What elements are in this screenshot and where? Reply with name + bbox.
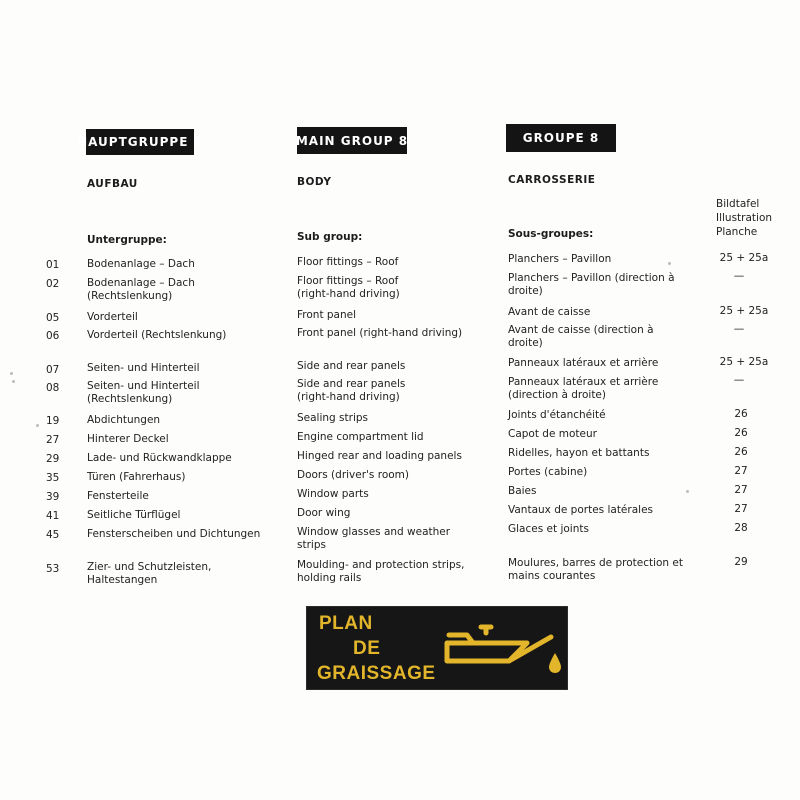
row-plate: 25 + 25a — [719, 305, 769, 317]
row-de: Vorderteil (Rechtslenkung) — [87, 329, 227, 341]
row-en: Front panel — [297, 309, 357, 321]
row-de: Fensterteile — [87, 490, 149, 502]
row-plate: 27 — [734, 465, 748, 477]
row-en: Doors (driver's room) — [297, 469, 409, 481]
row-fr: Glaces et joints — [508, 523, 589, 535]
row-number: 29 — [46, 453, 60, 465]
row-plate: 29 — [734, 556, 748, 568]
row-fr: Planchers – Pavillon — [508, 253, 612, 265]
row-number: 06 — [46, 330, 60, 342]
row-en: Door wing — [297, 507, 351, 519]
header-fr: GROUPE 8 — [506, 124, 616, 152]
header-de: HAUPTGRUPPE 8 — [86, 129, 194, 155]
row-plate: 27 — [734, 484, 748, 496]
row-en: Moulding- and protection strips, holding rails — [297, 559, 465, 584]
row-de: Seiten- und Hinterteil (Rechtslenkung) — [87, 380, 200, 405]
logo-text-line: PLAN — [319, 613, 373, 634]
row-de: Türen (Fahrerhaus) — [87, 471, 186, 483]
row-en: Side and rear panels (right-hand driving) — [297, 378, 406, 403]
title-de: AUFBAU — [87, 178, 138, 190]
row-plate: — — [733, 270, 745, 282]
row-number: 35 — [46, 472, 60, 484]
row-fr: Ridelles, hayon et battants — [508, 447, 650, 459]
plate-header-line: Bildtafel — [716, 198, 760, 210]
row-plate: — — [733, 374, 745, 386]
scan-speck — [12, 380, 15, 383]
row-en: Floor fittings – Roof (right-hand driving) — [297, 275, 400, 300]
title-fr: CARROSSERIE — [508, 174, 596, 186]
row-en: Hinged rear and loading panels — [297, 450, 462, 462]
plan-de-graissage-logo — [306, 606, 568, 690]
row-fr: Vantaux de portes latérales — [508, 504, 653, 516]
row-fr: Joints d'étanchéité — [508, 409, 606, 421]
row-en: Window glasses and weather strips — [297, 526, 451, 551]
row-fr: Planchers – Pavillon (direction à droite) — [508, 272, 675, 297]
row-number: 02 — [46, 278, 60, 290]
header-en: MAIN GROUP 8 — [297, 127, 407, 154]
row-plate: 25 + 25a — [719, 252, 769, 264]
row-de: Fensterscheiben und Dichtungen — [87, 528, 261, 540]
row-en: Side and rear panels — [297, 360, 406, 372]
row-plate: 26 — [734, 427, 748, 439]
row-plate: 26 — [734, 446, 748, 458]
row-number: 05 — [46, 312, 60, 324]
row-number: 45 — [46, 529, 60, 541]
row-fr: Moulures, barres de protection et mains courantes — [508, 557, 684, 582]
row-number: 53 — [46, 563, 60, 575]
logo-text-line: GRAISSAGE — [317, 663, 436, 684]
scan-speck — [36, 424, 39, 427]
row-number: 39 — [46, 491, 60, 503]
row-de: Lade- und Rückwandklappe — [87, 452, 232, 464]
title-en: BODY — [297, 176, 332, 188]
plate-header-line: Illustration — [716, 212, 773, 224]
scan-speck — [668, 262, 671, 265]
scan-speck — [686, 490, 689, 493]
row-number: 01 — [46, 259, 60, 271]
row-en: Engine compartment lid — [297, 431, 424, 443]
row-de: Abdichtungen — [87, 414, 161, 426]
row-number: 19 — [46, 415, 60, 427]
row-en: Front panel (right-hand driving) — [297, 327, 463, 339]
row-fr: Panneaux latéraux et arrière — [508, 357, 659, 369]
row-fr: Panneaux latéraux et arrière (direction à droite) — [508, 376, 659, 401]
row-de: Vorderteil — [87, 311, 138, 323]
subgroup-label-fr: Sous-groupes: — [508, 228, 594, 240]
row-fr: Avant de caisse — [508, 306, 591, 318]
row-number: 07 — [46, 364, 60, 376]
subgroup-label-en: Sub group: — [297, 231, 363, 243]
row-number: 08 — [46, 382, 60, 394]
row-de: Hinterer Deckel — [87, 433, 169, 445]
row-en: Floor fittings – Roof — [297, 256, 399, 268]
row-fr: Portes (cabine) — [508, 466, 588, 478]
row-de: Zier- und Schutzleisten, Haltestangen — [87, 561, 212, 586]
oil-can-icon — [439, 619, 569, 683]
row-number: 41 — [46, 510, 60, 522]
row-en: Sealing strips — [297, 412, 369, 424]
row-de: Seitliche Türflügel — [87, 509, 181, 521]
row-fr: Baies — [508, 485, 537, 497]
row-plate: 28 — [734, 522, 748, 534]
row-de: Seiten- und Hinterteil — [87, 362, 200, 374]
row-plate: 27 — [734, 503, 748, 515]
row-de: Bodenanlage – Dach — [87, 258, 195, 270]
row-fr: Avant de caisse (direction à droite) — [508, 324, 654, 349]
row-plate: — — [733, 323, 745, 335]
subgroup-label-de: Untergruppe: — [87, 234, 167, 246]
row-plate: 26 — [734, 408, 748, 420]
row-plate: 25 + 25a — [719, 356, 769, 368]
row-fr: Capot de moteur — [508, 428, 597, 440]
logo-text-line: DE — [353, 638, 381, 659]
row-de: Bodenanlage – Dach (Rechtslenkung) — [87, 277, 195, 302]
plate-column-header — [716, 197, 772, 239]
row-en: Window parts — [297, 488, 369, 500]
plate-header-line: Planche — [716, 226, 758, 238]
row-number: 27 — [46, 434, 60, 446]
scan-speck — [10, 372, 13, 375]
